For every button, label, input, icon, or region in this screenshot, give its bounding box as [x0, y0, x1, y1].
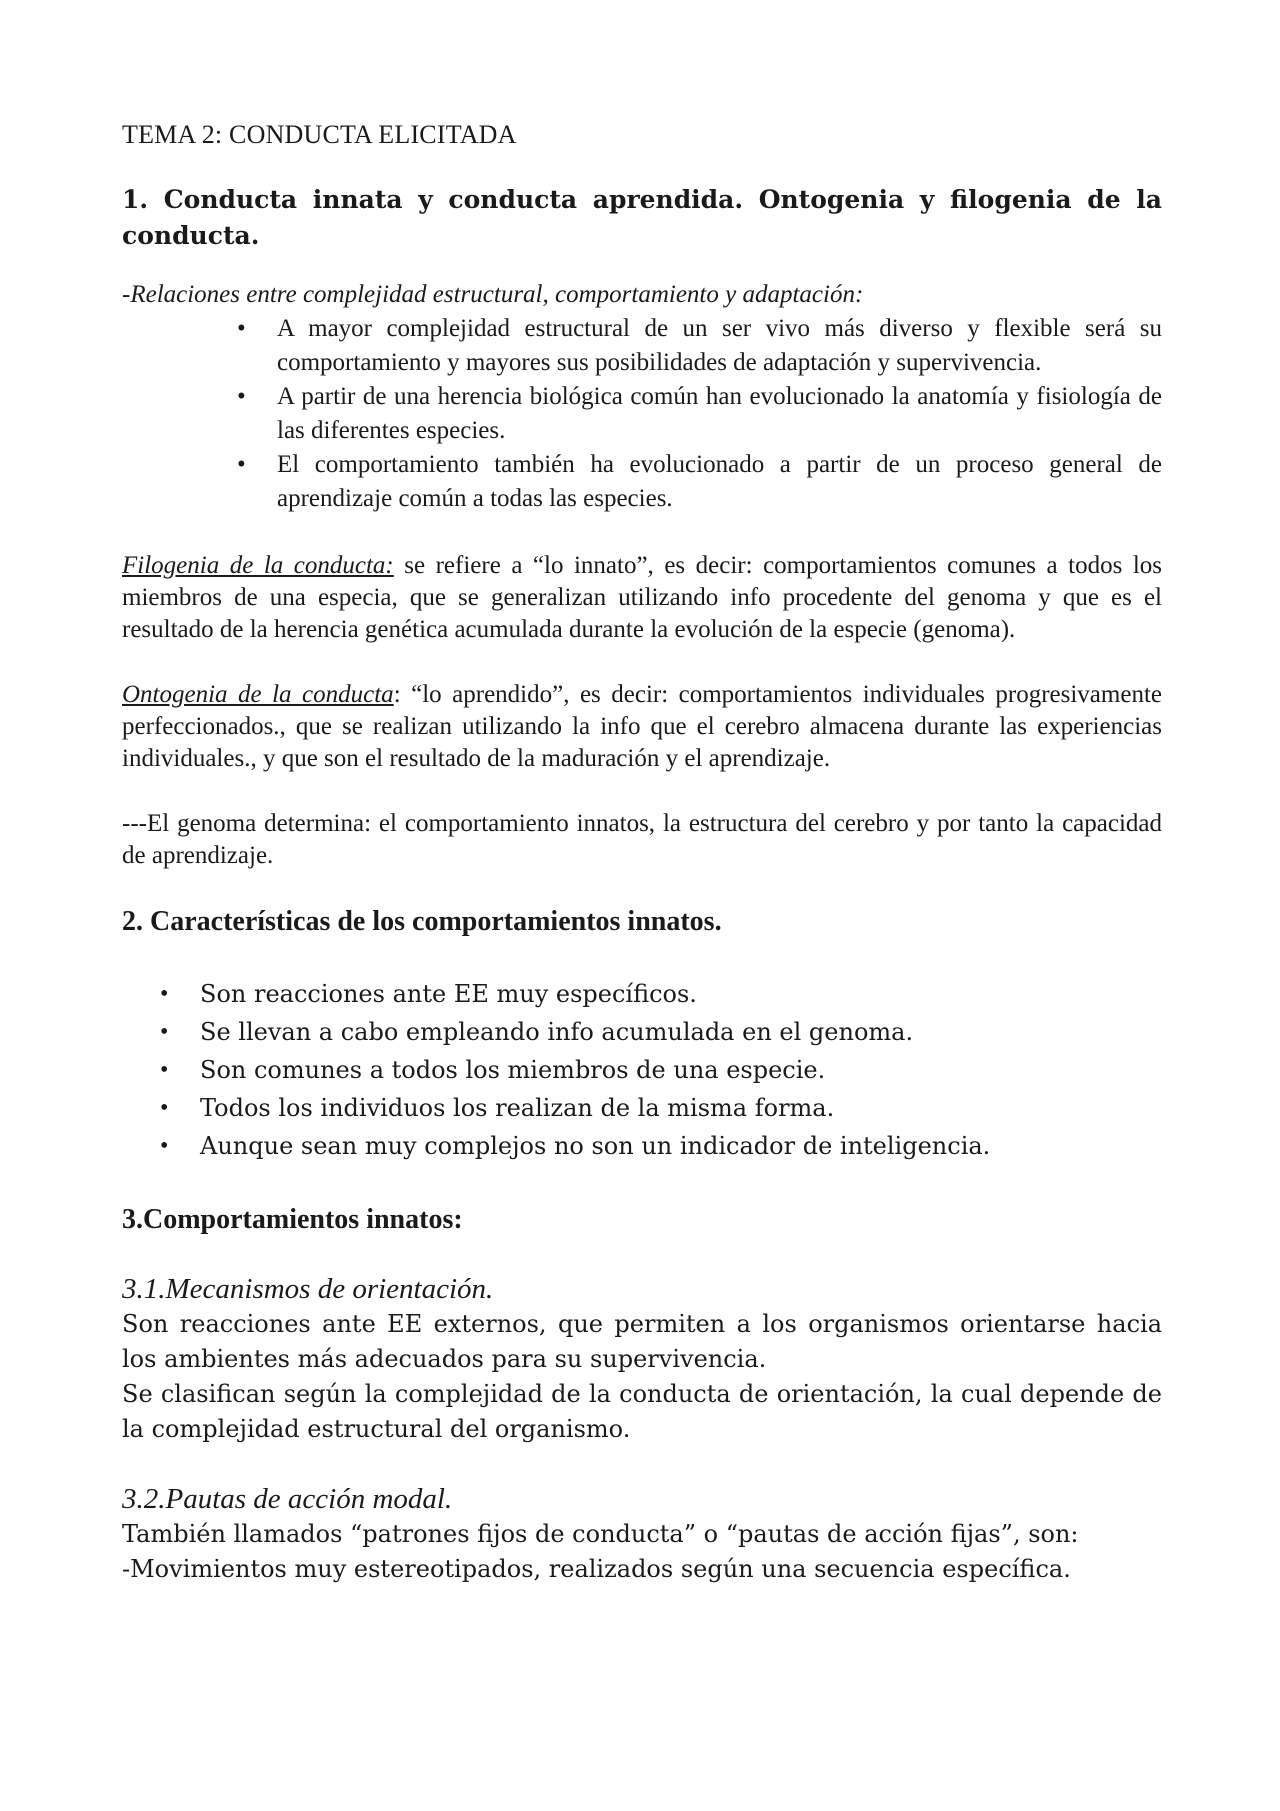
bullet-icon: •	[160, 1057, 169, 1083]
document-title: TEMA 2: CONDUCTA ELICITADA	[122, 120, 517, 149]
list-item: • Son comunes a todos los miembros de una especie.	[200, 1051, 1162, 1089]
filogenia-paragraph: Filogenia de la conducta: se refiere a “lo innato”, es decir: comportamientos comunes a todos los miembros de una especia, que se generalizan utilizando info procedente del genoma y que es el resultado de la herencia genética acumulada durante la evolución de la especie (genoma).	[122, 552, 1162, 643]
bullet-icon: •	[160, 1095, 169, 1121]
section-1-bullet-list	[122, 312, 1162, 516]
list-item: • A mayor complejidad estructural de un ser vivo más diverso y flexible será su comportamiento y mayores sus posibilidades de adaptación y supervivencia.	[277, 312, 1162, 380]
bullet-icon: •	[237, 383, 246, 410]
ontogenia-term: Ontogenia de la conducta	[122, 681, 394, 708]
list-item: • Son reacciones ante EE muy específicos.	[200, 975, 1162, 1013]
list-item: • Todos los individuos los realizan de la misma forma.	[200, 1089, 1162, 1127]
bullet-icon: •	[160, 981, 169, 1007]
subsection-3-2-paragraph-2: -Movimientos muy estereotipados, realizados según una secuencia específica.	[122, 1555, 1071, 1583]
list-item: • El comportamiento también ha evolucionado a partir de un proceso general de aprendizaje común a todas las especies.	[277, 448, 1162, 516]
genoma-paragraph: ---El genoma determina: el comportamiento innatos, la estructura del cerebro y por tanto la capacidad de aprendizaje.	[122, 810, 1162, 869]
document-page	[122, 120, 1162, 1587]
list-item: • A partir de una herencia biológica común han evolucionado la anatomía y fisiología de las diferentes especies.	[277, 380, 1162, 448]
bullet-icon: •	[160, 1019, 169, 1045]
section-2-heading: 2. Características de los comportamientos innatos.	[122, 906, 722, 937]
bullet-icon: •	[237, 315, 246, 342]
section-1-intro: -Relaciones entre complejidad estructural, comportamiento y adaptación:	[122, 281, 864, 308]
filogenia-term: Filogenia de la conducta:	[122, 552, 394, 579]
subsection-3-1-paragraph-2: Se clasifican según la complejidad de la conducta de orientación, la cual depende de la complejidad estructural del organismo.	[122, 1380, 1162, 1443]
subsection-3-2-paragraph-1: También llamados “patrones fijos de conducta” o “pautas de acción fijas”, son:	[122, 1520, 1079, 1548]
list-item: • Aunque sean muy complejos no son un indicador de inteligencia.	[200, 1127, 1162, 1165]
section-2-bullet-list	[122, 975, 1162, 1165]
subsection-3-1-paragraph-1: Son reacciones ante EE externos, que permiten a los organismos orientarse hacia los ambientes más adecuados para su supervivencia.	[122, 1310, 1162, 1373]
bullet-icon: •	[237, 451, 246, 478]
section-3-heading: 3.Comportamientos innatos:	[122, 1204, 463, 1235]
section-1-heading: 1. Conducta innata y conducta aprendida. Ontogenia y filogenia de la conducta.	[122, 185, 1162, 250]
ontogenia-paragraph: Ontogenia de la conducta: “lo aprendido”, es decir: comportamientos individuales progresivamente perfeccionados., que se realizan utilizando la info que el cerebro almacena durante las experiencias individuales., y que son el resultado de la maduración y el aprendizaje.	[122, 681, 1162, 772]
subsection-3-1-heading: 3.1.Mecanismos de orientación.	[122, 1273, 494, 1305]
spacer	[122, 1447, 1162, 1481]
bullet-icon: •	[160, 1133, 169, 1159]
list-item: • Se llevan a cabo empleando info acumulada en el genoma.	[200, 1013, 1162, 1051]
subsection-3-2-heading: 3.2.Pautas de acción modal.	[122, 1483, 453, 1515]
